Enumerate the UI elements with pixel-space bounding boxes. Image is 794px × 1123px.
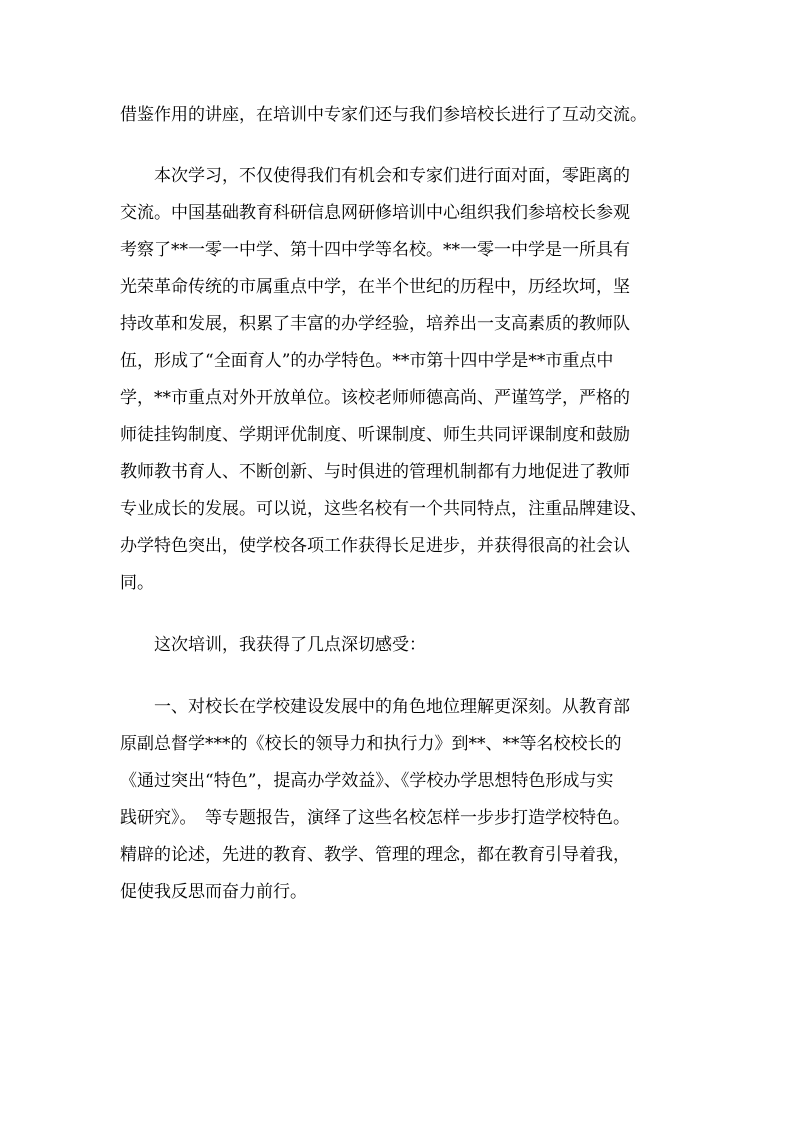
text-line: 本次学习，不仅使得我们有机会和专家们进行面对面，零距离的	[120, 166, 630, 186]
text-line: 办学特色突出，使学校各项工作获得长足进步，并获得很高的社会认	[120, 536, 630, 556]
paragraph-point-one	[120, 689, 682, 911]
text-line: 一、对校长在学校建设发展中的角色地位理解更深刻。从教育部	[120, 697, 630, 717]
paragraph-feelings-intro	[120, 627, 682, 664]
paragraph-intro-end	[120, 97, 682, 134]
text-line: 践研究》。 等专题报告，演绎了这些名校怎样一步步打造学校特色。	[120, 808, 630, 828]
document-body	[120, 97, 682, 936]
text-line: 师徒挂钩制度、学期评优制度、听课制度、师生共同评课制度和鼓励	[120, 425, 630, 445]
text-line: 借鉴作用的讲座，在培训中专家们还与我们参培校长进行了互动交流。	[120, 105, 647, 125]
text-line: 《通过突出“特色”，提高办学效益》、《学校办学思想特色形成与实	[120, 771, 614, 791]
text-line: 这次培训，我获得了几点深切感受：	[120, 635, 426, 655]
text-line: 光荣革命传统的市属重点中学，在半个世纪的历程中，历经坎坷，坚	[120, 277, 630, 297]
text-line: 交流。中国基础教育科研信息网研修培训中心组织我们参培校长参观	[120, 203, 630, 223]
text-line: 学，**市重点对外开放单位。该校老师师德高尚、严谨笃学，严格的	[120, 388, 630, 408]
text-line: 促使我反思而奋力前行。	[120, 882, 307, 902]
paragraph-study-visit	[120, 158, 682, 602]
text-line: 教师教书育人、不断创新、与时俱进的管理机制都有力地促进了教师	[120, 462, 630, 482]
text-line: 考察了**一零一中学、第十四中学等名校。**一零一中学是一所具有	[120, 240, 630, 260]
text-line: 精辟的论述，先进的教育、教学、管理的理念，都在教育引导着我，	[120, 845, 630, 865]
text-line: 伍，形成了“全面育人”的办学特色。**市第十四中学是**市重点中	[120, 351, 614, 371]
text-line: 持改革和发展，积累了丰富的办学经验，培养出一支高素质的教师队	[120, 314, 630, 334]
text-line: 同。	[120, 573, 154, 593]
text-line: 原副总督学***的《校长的领导力和执行力》到**、**等名校校长的	[120, 734, 622, 754]
text-line: 专业成长的发展。可以说，这些名校有一个共同特点，注重品牌建设、	[120, 499, 647, 519]
